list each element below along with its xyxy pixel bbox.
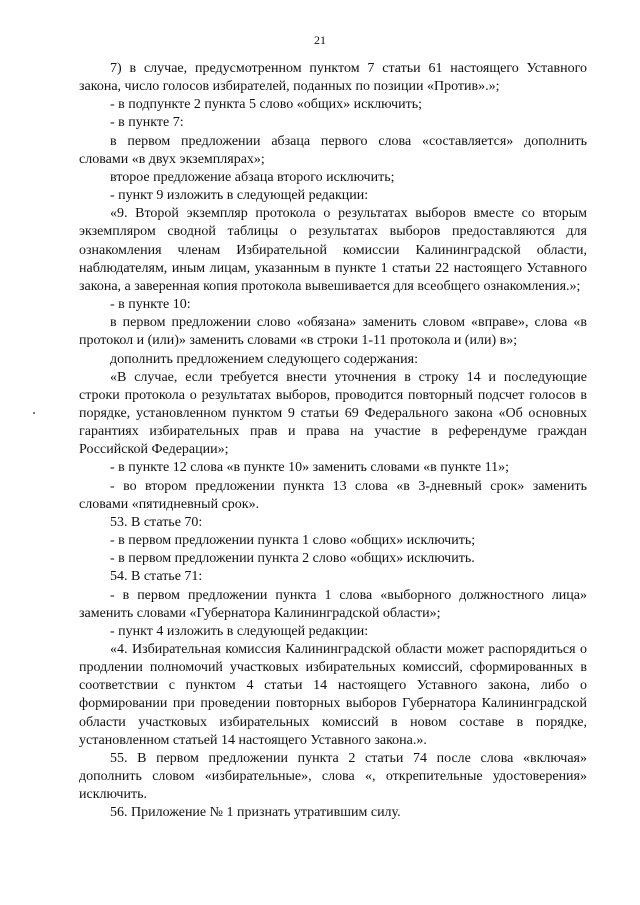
amendment-paragraph: - пункт 9 изложить в следующей редакции: xyxy=(110,188,369,204)
amendment-paragraph: - в первом предложении пункта 1 слова «выборного должностного лица» заменить словами «Губернатора Калининградской области»; xyxy=(79,587,587,621)
amendment-paragraph: - пункт 4 изложить в следующей редакции: xyxy=(110,623,369,639)
amendment-paragraph: - в пункте 10: xyxy=(110,297,191,313)
amendment-paragraph: дополнить предложением следующего содержания: xyxy=(110,351,418,367)
amendment-paragraph: - в подпункте 2 пункта 5 слово «общих» исключить; xyxy=(110,97,422,113)
amendment-paragraph: в первом предложении абзаца первого слова «составляется» дополнить словами «в двух экземплярах»; xyxy=(79,133,587,167)
amendment-paragraph: «В случае, если требуется внести уточнения в строку 14 и последующие строки протокола о результатах выборов, проводится повторный подсчет голосов в порядке, установленном пунктом 9 статьи 69 Федерального закона «Об основных гарантиях избирательных прав и права на участие в референдуме граждан Российской Федерации»; xyxy=(79,369,587,458)
article-heading: 54. В статье 71: xyxy=(110,569,203,585)
article-heading: 53. В статье 70: xyxy=(110,514,203,530)
page-number: 21 xyxy=(314,33,326,47)
amendment-paragraph: 7) в случае, предусмотренном пунктом 7 статьи 61 настоящего Уставного закона, число голосов избирателей, поданных по позиции «Против».»; xyxy=(79,61,587,95)
amendment-paragraph: - в пункте 7: xyxy=(110,115,184,131)
amendment-paragraph: - в пункте 12 слова «в пункте 10» заменить словами «в пункте 11»; xyxy=(110,460,509,476)
document-body xyxy=(79,60,587,823)
amendment-paragraph: - во втором предложении пункта 13 слова «в 3-дневный срок» заменить словами «пятидневный срок». xyxy=(79,478,587,512)
amendment-paragraph: «4. Избирательная комиссия Калининградской области может распорядиться о продлении полномочий участковых избирательных комиссий, сформированных в соответствии с пунктом 4 статьи 14 настоящего Уставного закона, либо о формировании при проведении повторных выборов Губернатора Калининградской области участковых избирательных комиссий в новом составе в порядке, установленном статьей 14 настоящего Уставного закона.». xyxy=(79,642,587,748)
scan-speck xyxy=(33,412,35,414)
article-heading: 56. Приложение № 1 признать утратившим силу. xyxy=(110,805,401,821)
amendment-paragraph: - в первом предложении пункта 2 слово «общих» исключить. xyxy=(110,551,475,567)
amendment-paragraph: второе предложение абзаца второго исключить; xyxy=(110,169,395,185)
amendment-paragraph: в первом предложении слово «обязана» заменить словом «вправе», слова «в протокол и (или)» заменить словами «в строки 1-11 протокола и (или) в»; xyxy=(79,315,587,349)
article-heading: 55. В первом предложении пункта 2 статьи 74 после слова «включая» дополнить словом «избирательные», слова «, открепительные удостоверения» исключить. xyxy=(79,750,587,803)
amendment-paragraph: «9. Второй экземпляр протокола о результатах выборов вместе со вторым экземпляром сводной таблицы о результатах выборов предоставляются для ознакомления членам Избирательной комиссии Калининградской области, наблюдателям, иным лицам, указанным в пункте 1 статьи 22 настоящего Уставного закона, а заверенная копия протокола вывешивается для всеобщего ознакомления.»; xyxy=(79,206,587,294)
amendment-paragraph: - в первом предложении пункта 1 слово «общих» исключить; xyxy=(110,533,476,549)
